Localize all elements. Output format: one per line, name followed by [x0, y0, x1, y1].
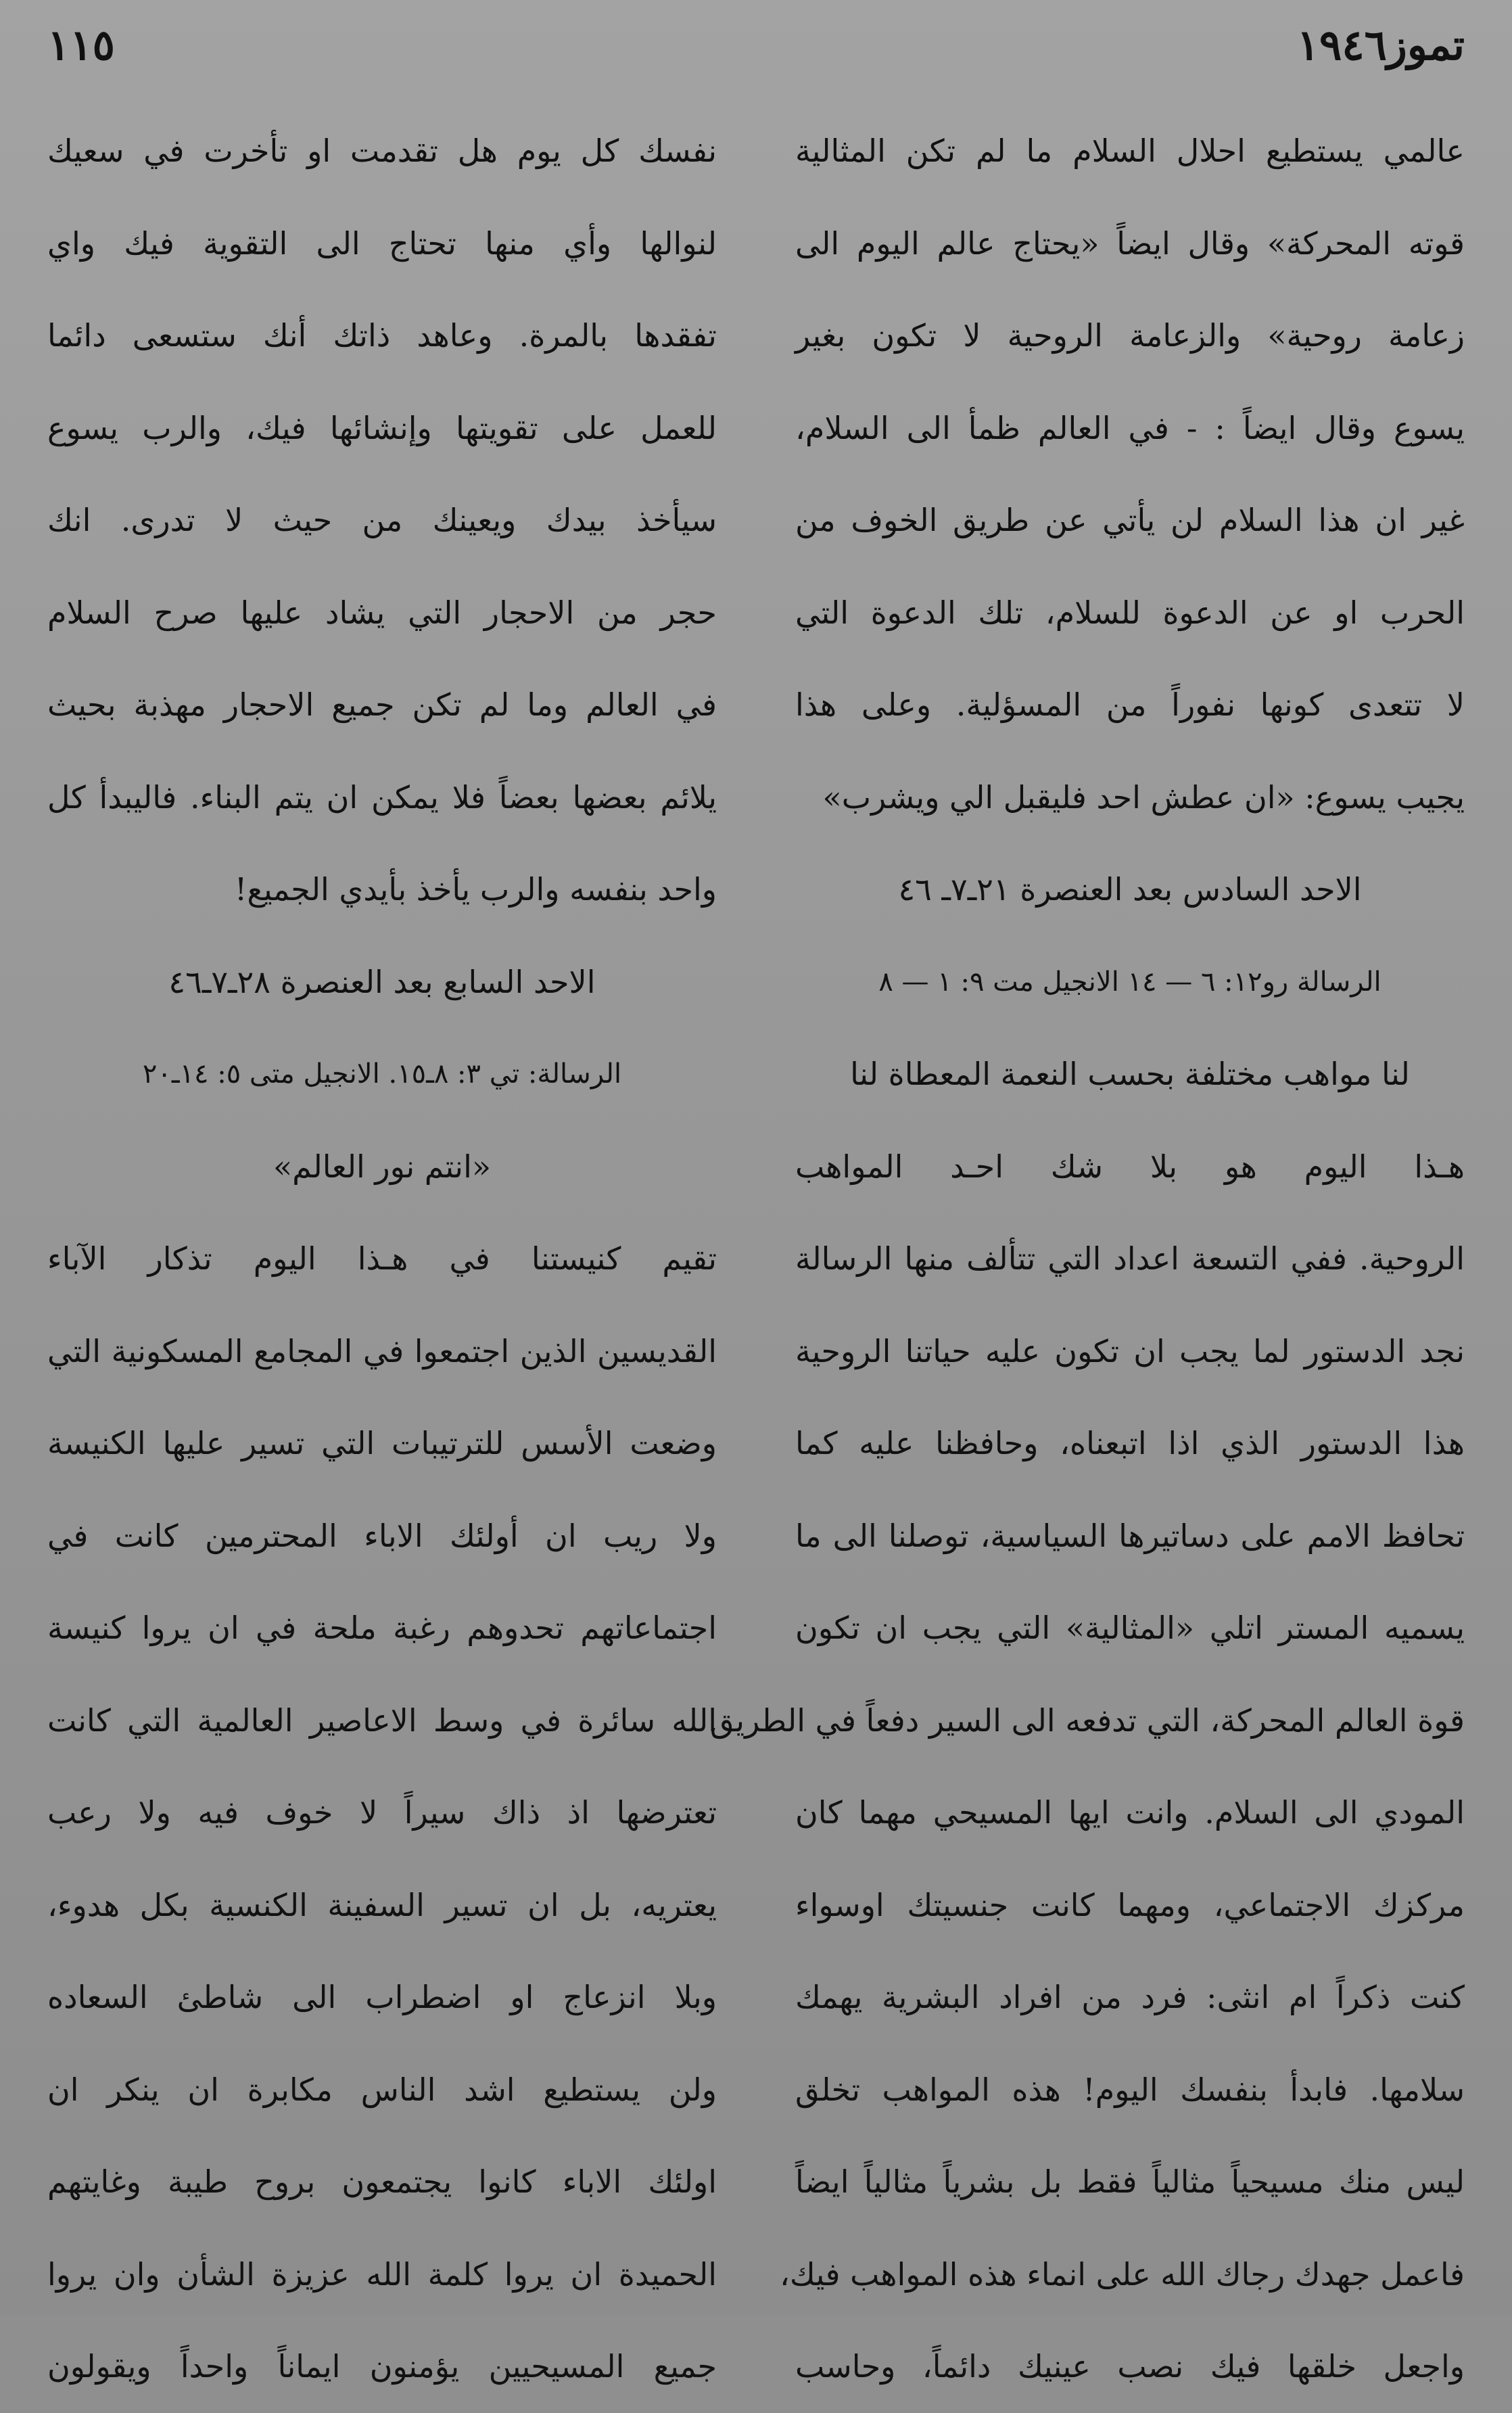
text-line: القديسين الذين اجتمعوا في المجامع المسكونية التي: [47, 1332, 717, 1369]
text-line: الحميدة ان يروا كلمة الله عزيزة الشأن وان يروا: [47, 2255, 717, 2293]
text-line: هذا الدستور الذي اذا اتبعناه، وحافظنا عليه كما: [795, 1425, 1465, 1461]
text-line: وضعت الأسس للترتيبات التي تسير عليها الكنيسة: [47, 1425, 717, 1461]
text-line: في العالم وما لم تكن جميع الاحجار مهذبة بحيث: [47, 686, 717, 723]
text-line: كنت ذكراً ام انثى: فرد من افراد البشرية يهمك: [795, 1979, 1465, 2015]
scripture-reference: الرسالة رو١٢: ٦ — ١٤ الانجيل مت ٩: ١ — ٨: [878, 966, 1381, 998]
text-line: لنوالها وأي منها تحتاج الى التقوية فيك واي: [47, 225, 717, 262]
text-line: سيأخذ بيدك ويعينك من حيث لا تدرى. انك: [47, 502, 717, 538]
text-line: فاعمل جهدك رجاك الله على انماء هذه المواهب فيك،: [779, 2255, 1465, 2293]
text-line: ولن يستطيع اشد الناس مكابرة ان ينكر ان: [47, 2071, 717, 2108]
text-line: ولا ريب ان أولئك الاباء المحترمين كانت في: [47, 1517, 717, 1554]
section-subtitle: لنا مواهب مختلفة بحسب النعمة المعطاة لنا: [850, 1056, 1410, 1092]
page-date: تموز١٩٤٦: [1296, 20, 1465, 70]
text-line: واحد بنفسه والرب يأخذ بأيدي الجميع!: [234, 871, 717, 908]
text-line: يلائم بعضها بعضاً فلا يمكن ان يتم البناء. فاليبدأ كل: [47, 778, 717, 816]
section-heading: الاحد السابع بعد العنصرة ٢٨ـ٧ـ٤٦: [168, 963, 596, 1000]
scripture-reference: الرسالة: تي ٣: ٨ـ١٥. الانجيل متى ٥: ١٤ـ٢٠: [142, 1058, 622, 1090]
text-line: نجد الدستور لما يجب ان تكون عليه حياتنا الروحية: [795, 1332, 1465, 1369]
text-line: الحرب او عن الدعوة للسلام، تلك الدعوة التي: [795, 594, 1465, 631]
text-line: جميع المسيحيين يؤمنون ايماناً واحداً ويقولون: [47, 2348, 717, 2385]
right-text-column: [709, 105, 1465, 2413]
text-line: اجتماعاتهم تحدوهم رغبة ملحة في ان يروا كنيسة: [47, 1610, 717, 1646]
page-number: ١١٥: [47, 20, 115, 70]
text-line: نفسك كل يوم هل تقدمت او تأخرت في سعيك: [47, 133, 717, 169]
text-line: حجر من الاحجار التي يشاد عليها صرح السلام: [47, 594, 717, 631]
text-line: المودي الى السلام. وانت ايها المسيحي مهما كان: [795, 1794, 1465, 1831]
text-line: تقيم كنيستنا في هـذا اليوم تذكار الآباء: [47, 1240, 717, 1277]
text-line: يعتريه، بل ان تسير السفينة الكنسية بكل هدوء،: [47, 1886, 717, 1923]
text-line: مركزك الاجتماعي، ومهما كانت جنسيتك اوسواء: [795, 1886, 1465, 1923]
text-line: زعامة روحية» والزعامة الروحية لا تكون بغير: [795, 317, 1465, 354]
text-line: عالمي يستطيع احلال السلام ما لم تكن المثالية: [795, 133, 1465, 169]
text-line: لا تتعدى كونها نفوراً من المسؤلية. وعلى هذا: [795, 686, 1465, 723]
text-line: ليس منك مسيحياً مثالياً فقط بل بشرياً مثالياً ايضاً: [795, 2163, 1465, 2200]
text-line: غير ان هذا السلام لن يأتي عن طريق الخوف من: [795, 502, 1465, 538]
section-heading: الاحد السادس بعد العنصرة ٢١ـ٧ـ ٤٦: [898, 871, 1362, 908]
text-line: سلامها. فابدأ بنفسك اليوم! هذه المواهب تخلق: [795, 2071, 1465, 2108]
left-text-column: [47, 105, 717, 2413]
text-line: للعمل على تقويتها وإنشائها فيك، والرب يسوع: [47, 409, 717, 446]
text-line: هـذا اليوم هو بلا شك احـد المواهب: [795, 1148, 1465, 1185]
text-line: وبلا انزعاج او اضطراب الى شاطئ السعاده: [47, 1979, 717, 2015]
text-line: يسميه المستر اتلي «المثالية» التي يجب ان تكون: [795, 1610, 1465, 1646]
text-line: تعترضها اذ ذاك سيراً لا خوف فيه ولا رعب: [47, 1794, 717, 1831]
text-line: تفقدها بالمرة. وعاهد ذاتك أنك ستسعى دائما: [47, 317, 717, 354]
section-subtitle: «انتم نور العالم»: [273, 1148, 492, 1185]
text-line: تحافظ الامم على دساتيرها السياسية، توصلنا الى ما: [795, 1517, 1465, 1554]
page-header: [47, 20, 1465, 95]
text-line: يجيب يسوع: «ان عطش احد فليقبل الي ويشرب»: [822, 778, 1465, 816]
text-line: اولئك الاباء كانوا يجتمعون بروح طيبة وغايتهم: [47, 2163, 717, 2200]
text-line: الروحية. ففي التسعة اعداد التي تتألف منها الرسالة: [795, 1240, 1465, 1277]
text-line: يسوع وقال ايضاً : - في العالم ظمأ الى السلام،: [795, 409, 1465, 446]
text-line: واجعل خلقها فيك نصب عينيك دائماً، وحاسب: [795, 2348, 1465, 2385]
text-line: الله سائرة في وسط الاعاصير العالمية التي كانت: [47, 1702, 717, 1739]
text-line: قوته المحركة» وقال ايضاً «يحتاج عالم اليوم الى: [795, 225, 1465, 262]
text-line: قوة العالم المحركة، التي تدفعه الى السير دفعاً في الطريق: [709, 1702, 1465, 1739]
